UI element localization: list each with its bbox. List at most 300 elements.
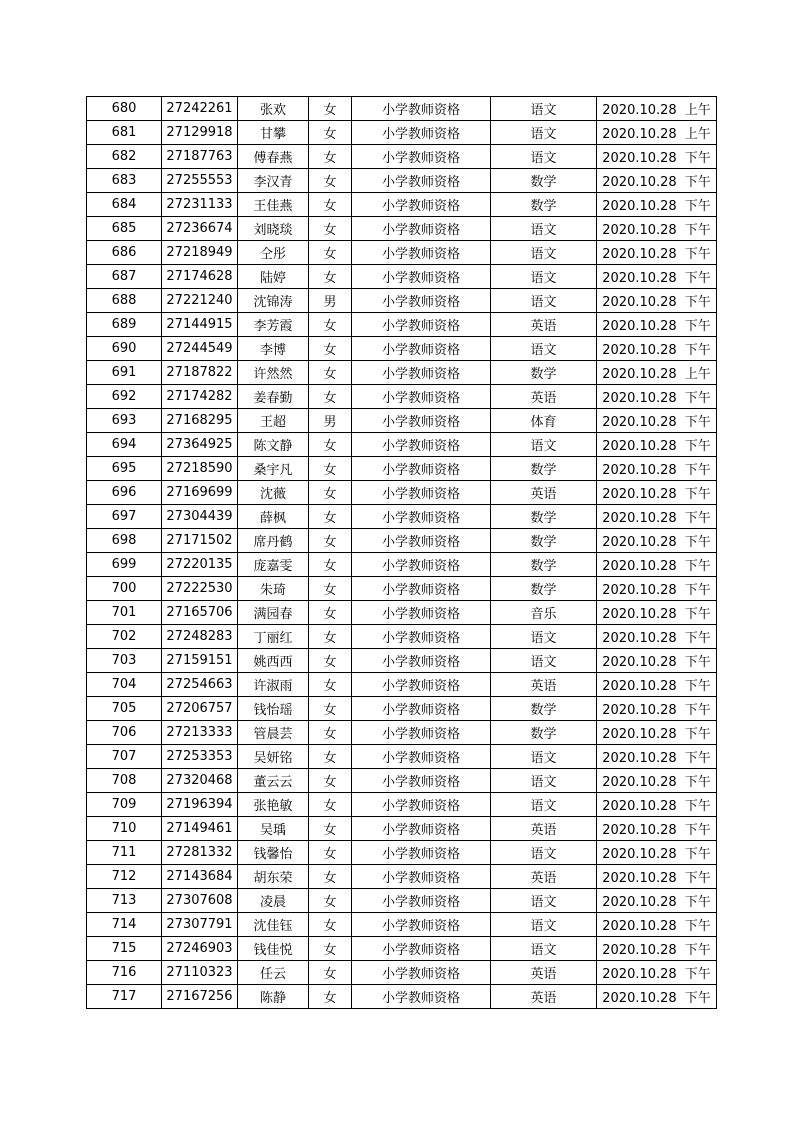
- exam-session: 下午: [684, 583, 711, 598]
- exam-date: 2020.10.28: [602, 703, 677, 718]
- gender-cell: 女: [309, 625, 352, 649]
- candidate-id-cell: 27144915: [162, 313, 238, 337]
- exam-time-cell: [597, 121, 717, 145]
- row-number-cell: 690: [87, 337, 162, 361]
- row-number-cell: 702: [87, 625, 162, 649]
- exam-time-cell: [597, 337, 717, 361]
- row-number-cell: 687: [87, 265, 162, 289]
- row-number-cell: 686: [87, 241, 162, 265]
- candidate-name-cell: 刘晓琰: [238, 217, 309, 241]
- exam-date: 2020.10.28: [602, 607, 677, 622]
- certificate-type-cell: 小学教师资格: [352, 481, 491, 505]
- exam-session: 下午: [684, 631, 711, 646]
- exam-session: 下午: [684, 943, 711, 958]
- row-number-cell: 707: [87, 745, 162, 769]
- exam-session: 下午: [684, 487, 711, 502]
- certificate-type-cell: 小学教师资格: [352, 169, 491, 193]
- roster-body: [87, 97, 717, 1009]
- exam-date: 2020.10.28: [602, 271, 677, 286]
- exam-date: 2020.10.28: [602, 439, 677, 454]
- exam-session: 下午: [684, 991, 711, 1006]
- candidate-id-cell: 27129918: [162, 121, 238, 145]
- table-row: [87, 793, 717, 817]
- exam-date: 2020.10.28: [602, 847, 677, 862]
- exam-date: 2020.10.28: [602, 295, 677, 310]
- candidate-name-cell: 丁丽红: [238, 625, 309, 649]
- candidate-id-cell: 27174628: [162, 265, 238, 289]
- candidate-name-cell: 沈薇: [238, 481, 309, 505]
- exam-session: 上午: [684, 367, 711, 382]
- table-row: [87, 145, 717, 169]
- exam-time-cell: [597, 241, 717, 265]
- certificate-type-cell: 小学教师资格: [352, 433, 491, 457]
- exam-time-cell: [597, 289, 717, 313]
- exam-time-cell: [597, 313, 717, 337]
- candidate-id-cell: 27218949: [162, 241, 238, 265]
- gender-cell: 女: [309, 793, 352, 817]
- candidate-name-cell: 吴瑀: [238, 817, 309, 841]
- row-number-cell: 698: [87, 529, 162, 553]
- certificate-type-cell: 小学教师资格: [352, 793, 491, 817]
- exam-date: 2020.10.28: [602, 103, 677, 118]
- candidate-name-cell: 李博: [238, 337, 309, 361]
- candidate-name-cell: 甘攀: [238, 121, 309, 145]
- certificate-type-cell: 小学教师资格: [352, 457, 491, 481]
- exam-date: 2020.10.28: [602, 751, 677, 766]
- candidate-name-cell: 张艳敏: [238, 793, 309, 817]
- candidate-id-cell: 27167256: [162, 985, 238, 1009]
- exam-session: 下午: [684, 679, 711, 694]
- candidate-id-cell: 27171502: [162, 529, 238, 553]
- candidate-id-cell: 27255553: [162, 169, 238, 193]
- exam-session: 下午: [684, 655, 711, 670]
- gender-cell: 女: [309, 937, 352, 961]
- exam-time-cell: [597, 457, 717, 481]
- candidate-id-cell: 27143684: [162, 865, 238, 889]
- certificate-type-cell: 小学教师资格: [352, 577, 491, 601]
- candidate-name-cell: 凌晨: [238, 889, 309, 913]
- gender-cell: 女: [309, 769, 352, 793]
- candidate-id-cell: 27364925: [162, 433, 238, 457]
- exam-time-cell: [597, 865, 717, 889]
- subject-cell: 英语: [491, 961, 597, 985]
- exam-date: 2020.10.28: [602, 223, 677, 238]
- table-row: [87, 241, 717, 265]
- candidate-name-cell: 仝彤: [238, 241, 309, 265]
- gender-cell: 女: [309, 361, 352, 385]
- candidate-name-cell: 钱怡瑶: [238, 697, 309, 721]
- subject-cell: 英语: [491, 313, 597, 337]
- candidate-id-cell: 27248283: [162, 625, 238, 649]
- certificate-type-cell: 小学教师资格: [352, 337, 491, 361]
- candidate-id-cell: 27218590: [162, 457, 238, 481]
- row-number-cell: 712: [87, 865, 162, 889]
- certificate-type-cell: 小学教师资格: [352, 625, 491, 649]
- subject-cell: 语文: [491, 337, 597, 361]
- candidate-id-cell: 27307791: [162, 913, 238, 937]
- table-row: [87, 529, 717, 553]
- subject-cell: 语文: [491, 433, 597, 457]
- table-row: [87, 97, 717, 121]
- candidate-id-cell: 27320468: [162, 769, 238, 793]
- candidate-name-cell: 沈锦涛: [238, 289, 309, 313]
- candidate-id-cell: 27281332: [162, 841, 238, 865]
- row-number-cell: 695: [87, 457, 162, 481]
- table-row: [87, 865, 717, 889]
- exam-session: 下午: [684, 871, 711, 886]
- row-number-cell: 701: [87, 601, 162, 625]
- exam-session: 下午: [684, 823, 711, 838]
- candidate-name-cell: 陆婷: [238, 265, 309, 289]
- exam-time-cell: [597, 529, 717, 553]
- row-number-cell: 715: [87, 937, 162, 961]
- candidate-id-cell: 27307608: [162, 889, 238, 913]
- subject-cell: 语文: [491, 937, 597, 961]
- gender-cell: 女: [309, 865, 352, 889]
- candidate-id-cell: 27169699: [162, 481, 238, 505]
- table-row: [87, 265, 717, 289]
- certificate-type-cell: 小学教师资格: [352, 505, 491, 529]
- table-row: [87, 481, 717, 505]
- exam-date: 2020.10.28: [602, 127, 677, 142]
- exam-time-cell: [597, 409, 717, 433]
- exam-time-cell: [597, 649, 717, 673]
- exam-session: 下午: [684, 727, 711, 742]
- exam-time-cell: [597, 769, 717, 793]
- candidate-id-cell: 27244549: [162, 337, 238, 361]
- row-number-cell: 682: [87, 145, 162, 169]
- candidate-name-cell: 席丹鹤: [238, 529, 309, 553]
- candidate-name-cell: 钱佳悦: [238, 937, 309, 961]
- table-row: [87, 433, 717, 457]
- gender-cell: 女: [309, 577, 352, 601]
- certificate-type-cell: 小学教师资格: [352, 937, 491, 961]
- exam-date: 2020.10.28: [602, 871, 677, 886]
- table-row: [87, 961, 717, 985]
- exam-time-cell: [597, 937, 717, 961]
- gender-cell: 女: [309, 985, 352, 1009]
- subject-cell: 数学: [491, 553, 597, 577]
- row-number-cell: 685: [87, 217, 162, 241]
- table-row: [87, 697, 717, 721]
- candidate-id-cell: 27220135: [162, 553, 238, 577]
- exam-time-cell: [597, 841, 717, 865]
- row-number-cell: 705: [87, 697, 162, 721]
- exam-session: 下午: [684, 511, 711, 526]
- exam-date: 2020.10.28: [602, 775, 677, 790]
- exam-date: 2020.10.28: [602, 487, 677, 502]
- row-number-cell: 714: [87, 913, 162, 937]
- roster-table: [86, 96, 717, 1009]
- exam-date: 2020.10.28: [602, 463, 677, 478]
- certificate-type-cell: 小学教师资格: [352, 601, 491, 625]
- gender-cell: 男: [309, 409, 352, 433]
- row-number-cell: 689: [87, 313, 162, 337]
- candidate-id-cell: 27221240: [162, 289, 238, 313]
- table-row: [87, 841, 717, 865]
- candidate-id-cell: 27206757: [162, 697, 238, 721]
- candidate-id-cell: 27110323: [162, 961, 238, 985]
- table-row: [87, 577, 717, 601]
- gender-cell: 女: [309, 169, 352, 193]
- candidate-id-cell: 27187822: [162, 361, 238, 385]
- candidate-name-cell: 王超: [238, 409, 309, 433]
- row-number-cell: 704: [87, 673, 162, 697]
- row-number-cell: 694: [87, 433, 162, 457]
- exam-session: 下午: [684, 703, 711, 718]
- row-number-cell: 692: [87, 385, 162, 409]
- gender-cell: 女: [309, 697, 352, 721]
- exam-time-cell: [597, 817, 717, 841]
- table-row: [87, 721, 717, 745]
- certificate-type-cell: 小学教师资格: [352, 769, 491, 793]
- subject-cell: 语文: [491, 265, 597, 289]
- table-row: [87, 121, 717, 145]
- table-row: [87, 193, 717, 217]
- candidate-id-cell: 27174282: [162, 385, 238, 409]
- exam-session: 下午: [684, 967, 711, 982]
- subject-cell: 语文: [491, 145, 597, 169]
- row-number-cell: 683: [87, 169, 162, 193]
- exam-session: 下午: [684, 391, 711, 406]
- exam-time-cell: [597, 889, 717, 913]
- gender-cell: 女: [309, 97, 352, 121]
- certificate-type-cell: 小学教师资格: [352, 313, 491, 337]
- row-number-cell: 703: [87, 649, 162, 673]
- exam-date: 2020.10.28: [602, 631, 677, 646]
- candidate-id-cell: 27149461: [162, 817, 238, 841]
- exam-session: 下午: [684, 415, 711, 430]
- candidate-name-cell: 姜春勤: [238, 385, 309, 409]
- exam-date: 2020.10.28: [602, 175, 677, 190]
- candidate-id-cell: 27222530: [162, 577, 238, 601]
- table-row: [87, 289, 717, 313]
- gender-cell: 女: [309, 649, 352, 673]
- table-row: [87, 313, 717, 337]
- exam-date: 2020.10.28: [602, 247, 677, 262]
- subject-cell: 数学: [491, 193, 597, 217]
- subject-cell: 英语: [491, 673, 597, 697]
- certificate-type-cell: 小学教师资格: [352, 145, 491, 169]
- candidate-id-cell: 27231133: [162, 193, 238, 217]
- exam-time-cell: [597, 361, 717, 385]
- subject-cell: 语文: [491, 793, 597, 817]
- subject-cell: 语文: [491, 121, 597, 145]
- gender-cell: 女: [309, 241, 352, 265]
- exam-session: 下午: [684, 607, 711, 622]
- row-number-cell: 696: [87, 481, 162, 505]
- gender-cell: 女: [309, 193, 352, 217]
- gender-cell: 女: [309, 385, 352, 409]
- exam-session: 下午: [684, 295, 711, 310]
- subject-cell: 数学: [491, 361, 597, 385]
- subject-cell: 数学: [491, 529, 597, 553]
- candidate-name-cell: 管晨芸: [238, 721, 309, 745]
- subject-cell: 英语: [491, 865, 597, 889]
- exam-session: 下午: [684, 799, 711, 814]
- subject-cell: 语文: [491, 649, 597, 673]
- subject-cell: 语文: [491, 913, 597, 937]
- gender-cell: 女: [309, 457, 352, 481]
- table-row: [87, 409, 717, 433]
- candidate-name-cell: 李汉青: [238, 169, 309, 193]
- certificate-type-cell: 小学教师资格: [352, 961, 491, 985]
- candidate-name-cell: 张欢: [238, 97, 309, 121]
- exam-time-cell: [597, 193, 717, 217]
- table-row: [87, 625, 717, 649]
- row-number-cell: 697: [87, 505, 162, 529]
- gender-cell: 男: [309, 289, 352, 313]
- exam-time-cell: [597, 433, 717, 457]
- subject-cell: 音乐: [491, 601, 597, 625]
- gender-cell: 女: [309, 553, 352, 577]
- certificate-type-cell: 小学教师资格: [352, 697, 491, 721]
- certificate-type-cell: 小学教师资格: [352, 409, 491, 433]
- candidate-name-cell: 李芳霞: [238, 313, 309, 337]
- exam-date: 2020.10.28: [602, 727, 677, 742]
- exam-session: 下午: [684, 343, 711, 358]
- row-number-cell: 717: [87, 985, 162, 1009]
- exam-date: 2020.10.28: [602, 823, 677, 838]
- candidate-id-cell: 27246903: [162, 937, 238, 961]
- exam-date: 2020.10.28: [602, 415, 677, 430]
- candidate-name-cell: 吴妍铭: [238, 745, 309, 769]
- candidate-name-cell: 姚西西: [238, 649, 309, 673]
- row-number-cell: 709: [87, 793, 162, 817]
- row-number-cell: 688: [87, 289, 162, 313]
- gender-cell: 女: [309, 721, 352, 745]
- candidate-id-cell: 27165706: [162, 601, 238, 625]
- table-row: [87, 337, 717, 361]
- candidate-id-cell: 27304439: [162, 505, 238, 529]
- candidate-name-cell: 沈佳钰: [238, 913, 309, 937]
- exam-date: 2020.10.28: [602, 967, 677, 982]
- row-number-cell: 691: [87, 361, 162, 385]
- exam-session: 下午: [684, 847, 711, 862]
- certificate-type-cell: 小学教师资格: [352, 553, 491, 577]
- exam-date: 2020.10.28: [602, 535, 677, 550]
- exam-date: 2020.10.28: [602, 799, 677, 814]
- exam-session: 下午: [684, 751, 711, 766]
- table-row: [87, 601, 717, 625]
- candidate-name-cell: 桑宇凡: [238, 457, 309, 481]
- gender-cell: 女: [309, 337, 352, 361]
- table-row: [87, 361, 717, 385]
- exam-time-cell: [597, 625, 717, 649]
- subject-cell: 数学: [491, 457, 597, 481]
- gender-cell: 女: [309, 217, 352, 241]
- table-row: [87, 817, 717, 841]
- gender-cell: 女: [309, 745, 352, 769]
- subject-cell: 语文: [491, 289, 597, 313]
- certificate-type-cell: 小学教师资格: [352, 889, 491, 913]
- exam-date: 2020.10.28: [602, 319, 677, 334]
- exam-session: 下午: [684, 199, 711, 214]
- candidate-name-cell: 陈文静: [238, 433, 309, 457]
- gender-cell: 女: [309, 313, 352, 337]
- exam-session: 下午: [684, 895, 711, 910]
- exam-date: 2020.10.28: [602, 559, 677, 574]
- exam-time-cell: [597, 961, 717, 985]
- exam-session: 下午: [684, 151, 711, 166]
- candidate-name-cell: 董云云: [238, 769, 309, 793]
- row-number-cell: 711: [87, 841, 162, 865]
- table-row: [87, 985, 717, 1009]
- exam-date: 2020.10.28: [602, 511, 677, 526]
- certificate-type-cell: 小学教师资格: [352, 865, 491, 889]
- table-row: [87, 553, 717, 577]
- table-row: [87, 457, 717, 481]
- certificate-type-cell: 小学教师资格: [352, 673, 491, 697]
- table-row: [87, 649, 717, 673]
- candidate-id-cell: 27253353: [162, 745, 238, 769]
- exam-date: 2020.10.28: [602, 655, 677, 670]
- exam-date: 2020.10.28: [602, 583, 677, 598]
- certificate-type-cell: 小学教师资格: [352, 529, 491, 553]
- table-row: [87, 169, 717, 193]
- certificate-type-cell: 小学教师资格: [352, 649, 491, 673]
- exam-session: 下午: [684, 439, 711, 454]
- gender-cell: 女: [309, 529, 352, 553]
- candidate-id-cell: 27159151: [162, 649, 238, 673]
- candidate-id-cell: 27213333: [162, 721, 238, 745]
- candidate-name-cell: 薛枫: [238, 505, 309, 529]
- exam-time-cell: [597, 673, 717, 697]
- gender-cell: 女: [309, 481, 352, 505]
- candidate-name-cell: 钱馨怡: [238, 841, 309, 865]
- subject-cell: 语文: [491, 745, 597, 769]
- candidate-id-cell: 27187763: [162, 145, 238, 169]
- row-number-cell: 716: [87, 961, 162, 985]
- exam-session: 下午: [684, 223, 711, 238]
- certificate-type-cell: 小学教师资格: [352, 217, 491, 241]
- row-number-cell: 700: [87, 577, 162, 601]
- row-number-cell: 699: [87, 553, 162, 577]
- gender-cell: 女: [309, 505, 352, 529]
- candidate-id-cell: 27242261: [162, 97, 238, 121]
- gender-cell: 女: [309, 817, 352, 841]
- subject-cell: 语文: [491, 769, 597, 793]
- row-number-cell: 684: [87, 193, 162, 217]
- exam-time-cell: [597, 217, 717, 241]
- row-number-cell: 710: [87, 817, 162, 841]
- table-row: [87, 745, 717, 769]
- table-row: [87, 769, 717, 793]
- subject-cell: 数学: [491, 577, 597, 601]
- table-row: [87, 937, 717, 961]
- candidate-id-cell: 27196394: [162, 793, 238, 817]
- candidate-name-cell: 任云: [238, 961, 309, 985]
- table-row: [87, 673, 717, 697]
- candidate-name-cell: 陈静: [238, 985, 309, 1009]
- certificate-type-cell: 小学教师资格: [352, 97, 491, 121]
- candidate-name-cell: 胡东荣: [238, 865, 309, 889]
- certificate-type-cell: 小学教师资格: [352, 913, 491, 937]
- subject-cell: 英语: [491, 385, 597, 409]
- exam-time-cell: [597, 505, 717, 529]
- exam-session: 下午: [684, 535, 711, 550]
- table-row: [87, 505, 717, 529]
- exam-date: 2020.10.28: [602, 391, 677, 406]
- candidate-name-cell: 许然然: [238, 361, 309, 385]
- certificate-type-cell: 小学教师资格: [352, 193, 491, 217]
- exam-time-cell: [597, 745, 717, 769]
- certificate-type-cell: 小学教师资格: [352, 289, 491, 313]
- exam-session: 下午: [684, 271, 711, 286]
- gender-cell: 女: [309, 889, 352, 913]
- certificate-type-cell: 小学教师资格: [352, 721, 491, 745]
- exam-time-cell: [597, 793, 717, 817]
